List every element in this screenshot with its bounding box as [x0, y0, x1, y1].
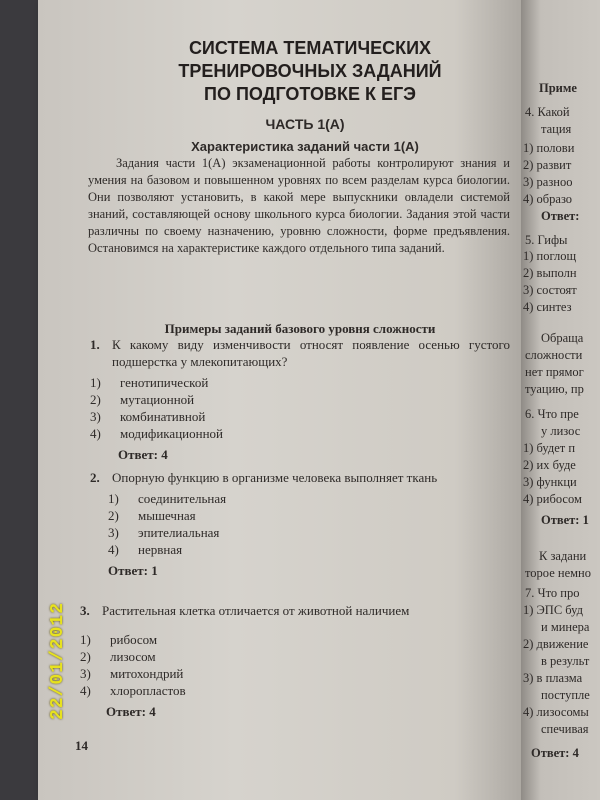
right-page-line: 2) развит: [523, 158, 572, 172]
option-list: [90, 374, 510, 442]
right-page-line: 4) рибосом: [523, 492, 582, 506]
option-number: 1): [80, 632, 91, 647]
right-page-line: 4. Какой: [525, 105, 570, 119]
answer-label: Ответ: 4: [118, 447, 168, 462]
option-item: [108, 524, 510, 541]
option-item: [90, 425, 510, 442]
option-number: 4): [80, 683, 91, 698]
option-list: [108, 490, 510, 558]
option-number: 3): [80, 666, 91, 681]
option-number: 1): [108, 491, 119, 506]
option-number: 4): [108, 542, 119, 557]
option-item: [80, 631, 500, 648]
option-text: нервная: [138, 542, 183, 557]
question-number: 1.: [90, 337, 100, 352]
option-item: [90, 408, 510, 425]
title-line: СИСТЕМА ТЕМАТИЧЕСКИХ: [188, 38, 432, 58]
option-text: комбинативной: [120, 409, 206, 424]
question-number: 3.: [80, 603, 90, 618]
section-title: [160, 37, 460, 106]
right-page-line: 6. Что пре: [525, 407, 579, 421]
option-number: 1): [90, 375, 101, 390]
right-page-line: 2) движение: [523, 637, 589, 651]
right-page-line: и минера: [541, 620, 590, 634]
right-page-line: 2) выполн: [523, 266, 577, 280]
right-page-line: в результ: [541, 654, 590, 668]
option-item: [108, 507, 510, 524]
right-page-line: сложности: [525, 348, 583, 362]
option-list: [80, 631, 500, 699]
intro-text: Задания части 1(А) экзаменационной работы контролируют знания и умения на базовом и повышенном уровнях по всем разделам курса биологии. Они позволяют установить, в какой мере выпускники овладели системой знаний, составляющей основу школьного курса биологии. Задания этой части различны по своему назначению, уровню сложности, форме предъявления. Остановимся на характеристике каждого отдельного типа заданий.: [88, 156, 510, 255]
right-page-line: 3) в плазма: [523, 671, 583, 685]
option-number: 2): [108, 508, 119, 523]
right-page-line: туацию, пр: [525, 382, 584, 396]
right-page-line: 1) полови: [523, 141, 575, 155]
right-page-line: 3) разноо: [523, 175, 573, 189]
page-number: 14: [75, 738, 88, 753]
option-item: [108, 541, 510, 558]
right-page-line: 3) функци: [523, 475, 577, 489]
right-page-line: 1) будет п: [523, 441, 576, 455]
option-text: соединительная: [138, 491, 227, 506]
right-page-line: тация: [541, 122, 572, 136]
question-3: [80, 602, 500, 720]
option-text: генотипической: [120, 375, 209, 390]
answer-label: Ответ: 1: [108, 563, 158, 578]
title-line: ПО ПОДГОТОВКЕ К ЕГЭ: [204, 84, 416, 104]
answer-label: Ответ: 4: [106, 704, 156, 719]
part-subtitle: Характеристика заданий части 1(А): [191, 139, 419, 154]
right-page-line: поступле: [541, 688, 590, 702]
question-text: Опорную функцию в организме человека выполняет ткань: [112, 470, 438, 485]
option-text: лизосом: [110, 649, 156, 664]
right-page-line: 1) ЭПС буд: [523, 603, 583, 617]
examples-heading: Примеры заданий базового уровня сложности: [164, 321, 436, 336]
question-stem: [90, 469, 510, 486]
question-stem: [80, 602, 500, 619]
intro-paragraph: [88, 155, 510, 257]
right-page-line: К задани: [539, 549, 587, 563]
option-number: 3): [90, 409, 101, 424]
camera-date-stamp: 22/01/2012: [48, 601, 68, 720]
right-page-line: 4) лизосомы: [523, 705, 589, 719]
right-page-line: Ответ:: [541, 209, 580, 223]
option-number: 4): [90, 426, 101, 441]
option-number: 3): [108, 525, 119, 540]
option-text: эпителиальная: [138, 525, 220, 540]
right-page-line: Приме: [539, 81, 577, 95]
option-number: 2): [90, 392, 101, 407]
question-text: К какому виду изменчивости относят появление осенью густого подшерстка у млекопитающих?: [112, 337, 510, 369]
right-page-line: 3) состоят: [523, 283, 577, 297]
right-page-line: 7. Что про: [525, 586, 580, 600]
right-page-line: торое немно: [525, 566, 591, 580]
option-item: [90, 391, 510, 408]
question-2: [90, 469, 510, 579]
option-item: [80, 648, 500, 665]
title-line: ТРЕНИРОВОЧНЫХ ЗАДАНИЙ: [178, 61, 442, 81]
option-item: [108, 490, 510, 507]
option-number: 2): [80, 649, 91, 664]
option-item: [90, 374, 510, 391]
question-1: [90, 336, 510, 463]
right-page-line: спечивая: [541, 722, 589, 736]
option-text: мутационной: [120, 392, 195, 407]
option-text: мышечная: [138, 508, 196, 523]
option-text: митохондрий: [110, 666, 184, 681]
right-page-line: 5. Гифы: [525, 233, 568, 247]
right-page: [521, 0, 600, 800]
option-item: [80, 682, 500, 699]
question-stem: [90, 336, 510, 370]
part-title: ЧАСТЬ 1(А): [265, 116, 345, 132]
question-text: Растительная клетка отличается от животной наличием: [102, 603, 410, 618]
option-text: модификационной: [120, 426, 223, 441]
right-page-line: 1) поглощ: [523, 249, 577, 263]
right-page-line: 4) синтез: [523, 300, 572, 314]
right-page-line: нет прямог: [525, 365, 584, 379]
question-number: 2.: [90, 470, 100, 485]
option-text: хлоропластов: [110, 683, 186, 698]
right-page-line: 2) их буде: [523, 458, 576, 472]
option-text: рибосом: [110, 632, 158, 647]
right-page-line: у лизос: [541, 424, 581, 438]
right-page-line: Ответ: 1: [541, 513, 589, 527]
right-page-line: 4) образо: [523, 192, 573, 206]
right-page-line: Обраща: [541, 331, 584, 345]
right-page-line: Ответ: 4: [531, 746, 579, 760]
option-item: [80, 665, 500, 682]
